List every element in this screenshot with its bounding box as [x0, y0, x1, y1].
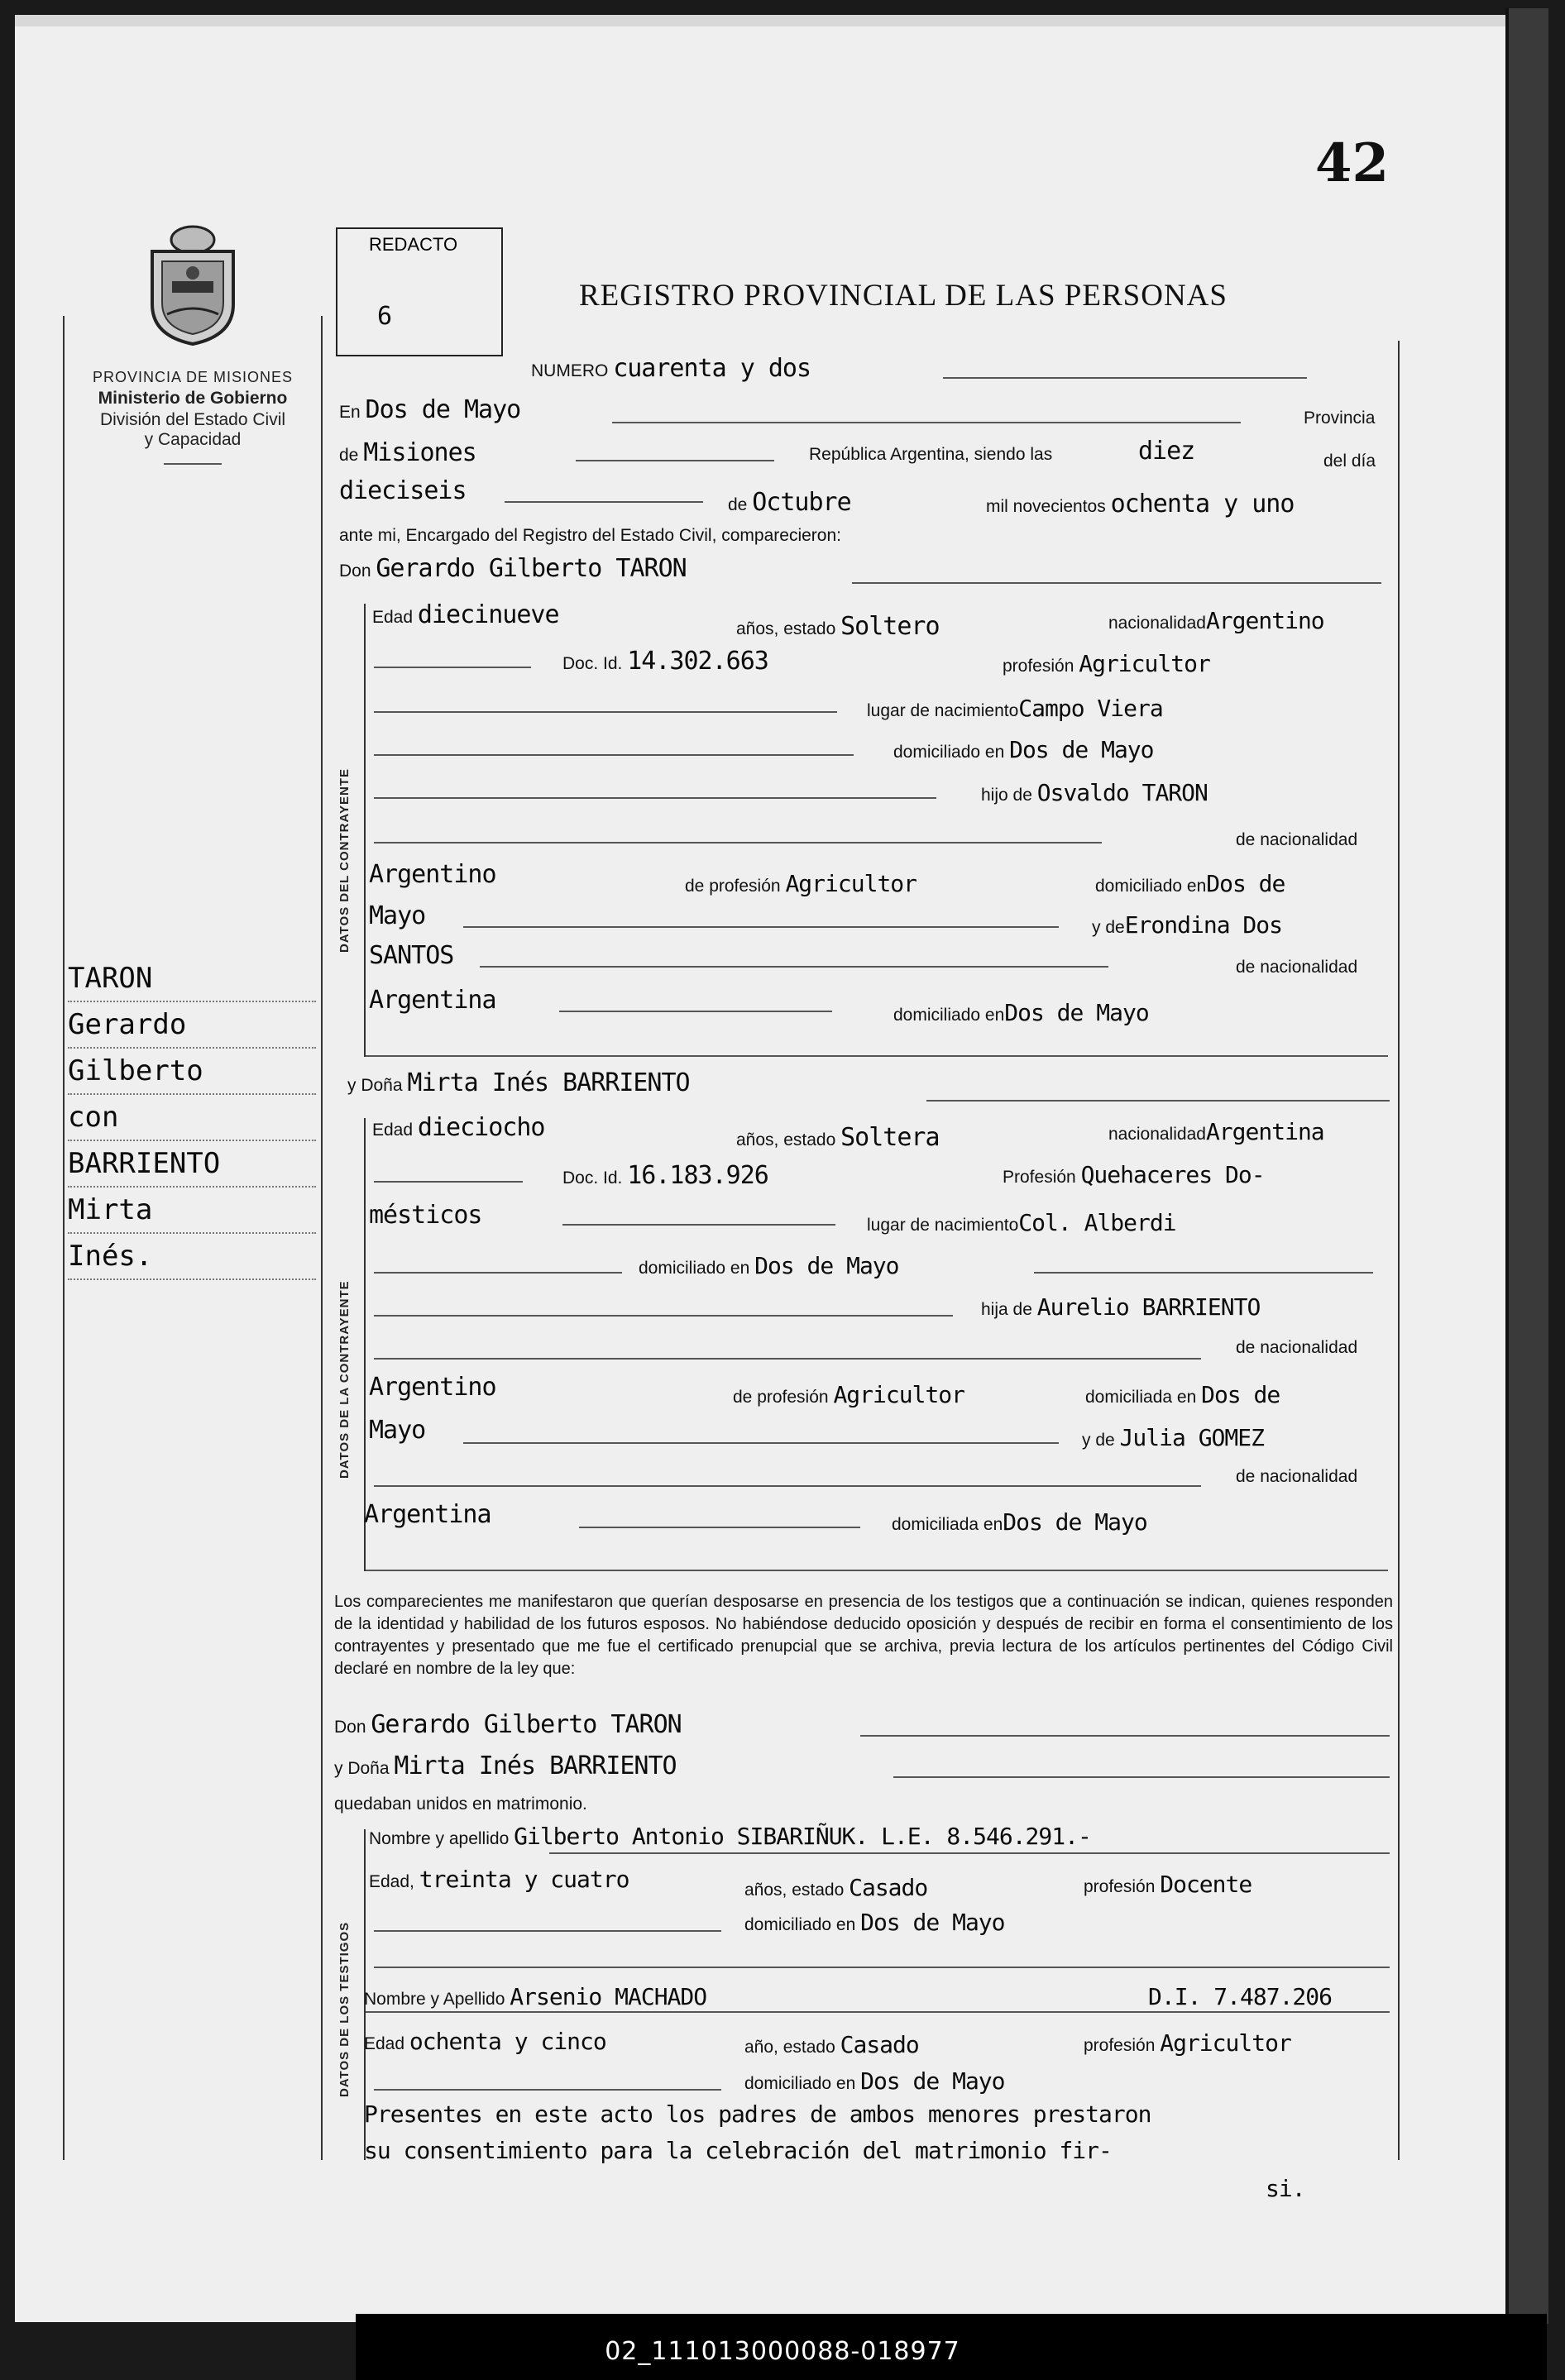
province-label: PROVINCIA DE MISIONES	[92, 369, 294, 385]
nacionalidad-value: Argentino	[1205, 607, 1324, 634]
fill-line	[374, 1358, 1201, 1360]
madre-line: y deErondina Dos	[1092, 911, 1282, 939]
division-label-2: y Capacidad	[144, 430, 242, 449]
lugar-value: Campo Viera	[1018, 695, 1163, 722]
fill-line	[576, 460, 774, 461]
fill-line	[374, 1485, 1201, 1487]
madre-dom-line: domiciliado enDos de Mayo	[893, 999, 1149, 1026]
declaration-text: Los comparecientes me manifestaron que querían desposarse en presencia de los testigos que a continuación se indican, quienes responden de la identidad y habilidad de los futuros esposos. No habiéndose deducido oposición y después de recibir en forma el consentimiento de los contrayentes y presentado que me fue el certificado prenupcial que se archiva, previa lectura de los artículos pertinentes del Código Civil declaré en nombre de la ley que:	[334, 1593, 1393, 1678]
fill-line	[374, 754, 854, 756]
t1-nombre-value: Gilberto Antonio SIBARIÑUK. L.E. 8.546.291.-	[514, 1823, 1091, 1850]
t2-doc-value: D.I. 7.487.206	[1148, 1983, 1333, 2010]
form-right-rule	[1398, 341, 1400, 2160]
de-nacionalidad-label: de nacionalidad	[1236, 1467, 1358, 1486]
padre-dom-value-2: Mayo	[369, 1416, 426, 1445]
domicilio-value: Dos de Mayo	[754, 1252, 899, 1279]
dia-value: dieciseis	[339, 476, 467, 505]
mes-line: de Octubre	[728, 488, 851, 517]
t1-dom-line: domiciliado en Dos de Mayo	[744, 1909, 1005, 1936]
ante-label: ante mi, Encargado del Registro del Estado Civil, comparecieron:	[339, 526, 841, 545]
madre-nac-value: Argentina	[364, 1500, 491, 1529]
book-spine	[1505, 8, 1548, 2324]
section-label: DATOS DEL CONTRAYENTE	[337, 768, 352, 953]
t1-edad-line: Edad, treinta y cuatro	[369, 1866, 629, 1893]
fill-line	[374, 1272, 622, 1274]
document-title: REGISTRO PROVINCIAL DE LAS PERSONAS	[579, 279, 1228, 313]
block-bottom-rule	[366, 1055, 1388, 1057]
redacto-label: REDACTO	[369, 234, 458, 255]
madre-value: Julia GOMEZ	[1119, 1424, 1264, 1451]
padre-value: Osvaldo TARON	[1036, 779, 1208, 806]
republica-label: República Argentina, siendo las	[809, 445, 1053, 464]
fill-line	[926, 1100, 1390, 1102]
union-dona-line: y Doña Mirta Inés BARRIENTO	[334, 1752, 677, 1780]
provincia-value: Misiones	[363, 438, 476, 467]
provincia-line: de Misiones	[339, 438, 476, 467]
fill-line	[374, 1315, 953, 1317]
del-dia-label: del día	[1323, 452, 1376, 471]
union-dona-value: Mirta Inés BARRIENTO	[394, 1752, 677, 1780]
fill-line	[463, 926, 1059, 928]
fill-line	[374, 1181, 523, 1183]
fill-line	[559, 1011, 832, 1012]
profesion-value: Agricultor	[1079, 650, 1210, 677]
closing-note-line-1: Presentes en este acto los padres de ambos menores prestaron	[364, 2100, 1151, 2128]
fill-line	[374, 1967, 1390, 1968]
madre-value: Erondina Dos	[1124, 911, 1282, 939]
doc-line: Doc. Id. 16.183.926	[562, 1161, 768, 1190]
padre-value: Aurelio BARRIENTO	[1036, 1293, 1261, 1321]
t2-estado-line: año, estado Casado	[744, 2031, 919, 2058]
edad-line: Edad diecinueve	[372, 600, 559, 629]
t2-dom-line: domiciliado en Dos de Mayo	[744, 2067, 1005, 2095]
fill-line	[1034, 1272, 1373, 1274]
t2-edad-line: Edad ochenta y cinco	[364, 2028, 606, 2055]
fill-line	[463, 1442, 1059, 1444]
block-bottom-rule	[366, 1570, 1388, 1571]
estado-line: años, estado Soltero	[736, 612, 940, 641]
numero-value: cuarenta y dos	[613, 354, 811, 383]
profesion-value: Quehaceres Do-	[1080, 1161, 1265, 1188]
fill-line	[374, 797, 936, 799]
en-line: En Dos de Mayo	[339, 395, 521, 424]
hora-value: diez	[1138, 437, 1195, 466]
nacionalidad-value: Argentina	[1205, 1118, 1324, 1145]
fill-line	[562, 1224, 835, 1226]
estado-value: Soltera	[840, 1123, 940, 1152]
margin-rule-right	[321, 316, 323, 2160]
margin-note-line: TARON	[68, 956, 316, 1002]
fill-line	[374, 711, 837, 713]
profesion-value-2: mésticos	[369, 1201, 482, 1230]
t2-nombre-line: Nombre y Apellido Arsenio MACHADO	[364, 1983, 707, 2010]
issuer-header	[65, 369, 321, 465]
madre-line: y de Julia GOMEZ	[1082, 1424, 1264, 1451]
fill-line	[374, 2089, 721, 2091]
padre-dom-value-2: Mayo	[369, 901, 426, 930]
t1-edad-value: treinta y cuatro	[419, 1866, 629, 1893]
t1-prof-value: Docente	[1160, 1871, 1252, 1898]
t2-prof-line: profesión Agricultor	[1084, 2029, 1291, 2057]
section-label: DATOS DE LOS TESTIGOS	[337, 1921, 352, 2097]
padre-prof-value: Agricultor	[785, 870, 917, 897]
madre-nac-value: Argentina	[369, 986, 496, 1015]
padre-dom-line: domiciliado enDos de	[1095, 870, 1285, 897]
anio-line: mil novecientos ochenta y uno	[986, 490, 1295, 519]
t1-estado-line: años, estado Casado	[744, 1874, 928, 1901]
margin-note-line: con	[68, 1095, 316, 1141]
dona-value: Mirta Inés BARRIENTO	[407, 1068, 690, 1097]
margin-note	[68, 956, 316, 1280]
t2-nombre-value: Arsenio MACHADO	[510, 1983, 707, 2010]
padre-dom-value: Dos de	[1206, 870, 1285, 897]
fill-line	[366, 2011, 1390, 2013]
fill-line	[374, 667, 531, 668]
anio-value: ochenta y uno	[1110, 490, 1295, 519]
don-value: Gerardo Gilberto TARON	[376, 554, 687, 583]
madre-dom-value: Dos de Mayo	[1004, 999, 1149, 1026]
page-number: 42	[1315, 132, 1390, 194]
edad-value: dieciocho	[417, 1113, 545, 1142]
fill-line	[505, 501, 703, 503]
provincia-label: Provincia	[1304, 409, 1376, 428]
t1-nombre-line: Nombre y apellido Gilberto Antonio SIBARIÑUK. L.E. 8.546.291.-	[369, 1823, 1091, 1850]
padre-dom-line: domiciliada en Dos de	[1085, 1381, 1280, 1408]
t1-dom-value: Dos de Mayo	[860, 1909, 1005, 1936]
lugar-value: Col. Alberdi	[1018, 1209, 1176, 1236]
t2-estado-value: Casado	[840, 2031, 919, 2058]
union-don-line: Don Gerardo Gilberto TARON	[334, 1710, 682, 1739]
nacionalidad-line: nacionalidadArgentina	[1108, 1118, 1324, 1145]
fill-line	[549, 1852, 1390, 1854]
union-don-value: Gerardo Gilberto TARON	[371, 1710, 682, 1739]
mes-value: Octubre	[752, 488, 851, 517]
redacto-value: 6	[377, 302, 392, 331]
margin-rule-left	[63, 316, 65, 2160]
y-dona-line: y Doña Mirta Inés BARRIENTO	[347, 1068, 690, 1097]
estado-line: años, estado Soltera	[736, 1123, 940, 1152]
t2-edad-value: ochenta y cinco	[409, 2028, 606, 2055]
padre-dom-value: Dos de	[1201, 1381, 1280, 1408]
t2-dom-value: Dos de Mayo	[860, 2067, 1005, 2095]
t1-estado-value: Casado	[849, 1874, 928, 1901]
t1-prof-line: profesión Docente	[1084, 1871, 1252, 1898]
de-nacionalidad-label: de nacionalidad	[1236, 958, 1358, 977]
doc-value: 14.302.663	[627, 647, 768, 676]
margin-note-line: Mirta	[68, 1188, 316, 1234]
fill-line	[943, 377, 1307, 379]
doc-line: Doc. Id. 14.302.663	[562, 647, 768, 676]
fill-line	[893, 1776, 1390, 1778]
fill-line	[374, 1930, 721, 1932]
coat-of-arms-icon	[142, 223, 243, 347]
madre-dom-value: Dos de Mayo	[1003, 1508, 1147, 1536]
hija-line: hija de Aurelio BARRIENTO	[981, 1293, 1261, 1321]
padre-prof-line: de profesión Agricultor	[733, 1381, 965, 1408]
padre-nac-value: Argentino	[369, 1373, 496, 1402]
padre-prof-value: Agricultor	[833, 1381, 965, 1408]
fill-line	[612, 422, 1241, 423]
de-nacionalidad-label: de nacionalidad	[1236, 830, 1358, 849]
closing-note-line-3: si.	[1266, 2175, 1305, 2202]
edad-value: diecinueve	[417, 600, 559, 629]
don-line: Don Gerardo Gilberto TARON	[339, 554, 687, 583]
lugar-line: lugar de nacimientoCol. Alberdi	[867, 1209, 1176, 1236]
estado-value: Soltero	[840, 612, 940, 641]
madre-dom-line: domiciliada enDos de Mayo	[892, 1508, 1147, 1536]
padre-nac-value: Argentino	[369, 860, 496, 889]
nacionalidad-line: nacionalidadArgentino	[1108, 607, 1324, 634]
divider	[164, 463, 222, 465]
t2-prof-value: Agricultor	[1160, 2029, 1291, 2057]
domicilio-value: Dos de Mayo	[1009, 736, 1154, 763]
fill-line	[374, 842, 1102, 844]
fill-line	[860, 1735, 1390, 1737]
profesion-line: profesión Agricultor	[1003, 650, 1210, 677]
domicilio-line: domiciliado en Dos de Mayo	[893, 736, 1154, 763]
edad-line: Edad dieciocho	[372, 1113, 545, 1142]
division-label: División del Estado Civil	[99, 410, 286, 429]
doc-value: 16.183.926	[627, 1161, 768, 1190]
fill-line	[852, 582, 1381, 584]
fill-line	[579, 1527, 860, 1528]
lugar-line: lugar de nacimientoCampo Viera	[867, 695, 1163, 722]
ministry-label: Ministerio de Gobierno	[98, 389, 288, 408]
margin-note-line: Inés.	[68, 1234, 316, 1280]
section-label: DATOS DE LA CONTRAYENTE	[337, 1280, 352, 1479]
en-value: Dos de Mayo	[365, 395, 521, 424]
margin-note-line: Gerardo	[68, 1002, 316, 1049]
profesion-line: Profesión Quehaceres Do-	[1003, 1161, 1265, 1188]
de-nacionalidad-label: de nacionalidad	[1236, 1338, 1358, 1357]
fill-line	[480, 966, 1108, 968]
numero-line: NUMERO cuarenta y dos	[531, 354, 811, 383]
domicilio-line: domiciliado en Dos de Mayo	[639, 1252, 899, 1279]
redacto-box	[336, 227, 503, 356]
closing-note-line-2: su consentimiento para la celebración del matrimonio fir-	[364, 2137, 1112, 2164]
margin-note-line: BARRIENTO	[68, 1141, 316, 1188]
hijo-line: hijo de Osvaldo TARON	[981, 779, 1208, 806]
union-closing: quedaban unidos en matrimonio.	[334, 1795, 587, 1814]
madre-value-2: SANTOS	[369, 941, 454, 970]
padre-prof-line: de profesión Agricultor	[685, 870, 917, 897]
block-rule	[364, 604, 366, 1057]
margin-note-line: Gilberto	[68, 1049, 316, 1095]
scan-id: 02_111013000088-018977	[605, 2337, 960, 2366]
